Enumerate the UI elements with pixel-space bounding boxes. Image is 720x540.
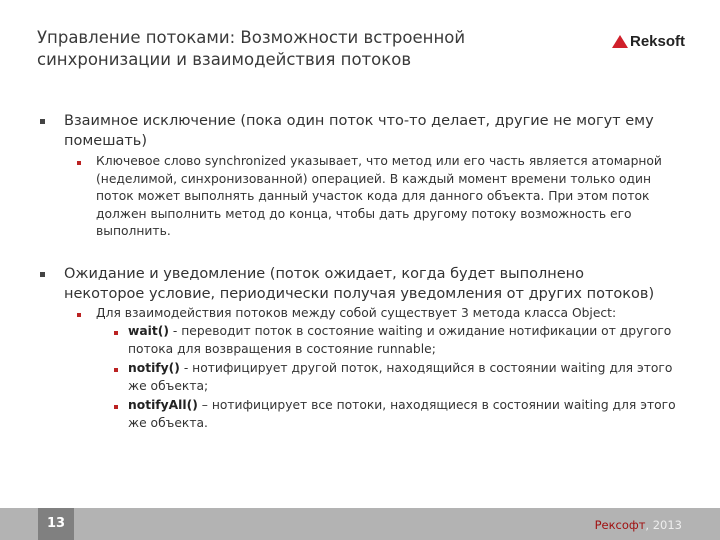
copyright [595,518,682,532]
method-item [128,397,678,432]
company-name: Рексофт [594,518,646,532]
logo-triangle-icon [612,35,628,48]
sub-bullet-text: Для взаимодействия потоков между собой существует 3 метода класса Object: [96,306,617,320]
bullet-icon [77,161,81,165]
method-name: wait() [128,324,169,338]
method-desc: - нотифицирует другой поток, находящийся в состоянии waiting для этого же объекта; [128,361,673,393]
logo-text: Reksoft [630,33,686,50]
bullet-icon [40,119,45,124]
year: , 2013 [645,518,682,532]
bullet-icon [114,368,118,372]
slide-title: Управление потоками: Возможности встроенной синхронизации и взаимодействия потоков [37,28,466,69]
sub-bullet-text: Ключевое слово synchronized указывает, что метод или его часть является атомарной (неделимой, синхронизованной) операцией. В каждый момент времени только один поток может выполнять данный участок кода для данного объекта. При этом поток должен выполнить метод до конца, чтобы дать другому потоку возможность его выполнить. [96,154,662,238]
method-desc: – нотифицирует все потоки, находящиеся в состоянии waiting для этого же объекта. [128,398,676,430]
method-item [128,323,678,358]
method-name: notify() [128,361,180,375]
page-number: 13 [38,508,74,540]
method-name: notifyAll() [128,398,198,412]
method-desc: - переводит поток в состояние waiting и ожидание нотификации от другого потока для возвращения в состояние runnable; [128,324,672,356]
bullet-icon [77,313,81,317]
reksoft-logo [612,33,685,50]
method-item [128,360,678,395]
bullet-text: Ожидание и уведомление (поток ожидает, когда будет выполнено некоторое условие, периодически получая уведомления от других потоков) [64,266,655,302]
bullet-icon [114,405,118,409]
bullet-text: Взаимное исключение (пока один поток что-то делает, другие не могут ему помешать) [64,113,654,149]
bullet-icon [114,331,118,335]
bullet-icon [40,272,45,277]
